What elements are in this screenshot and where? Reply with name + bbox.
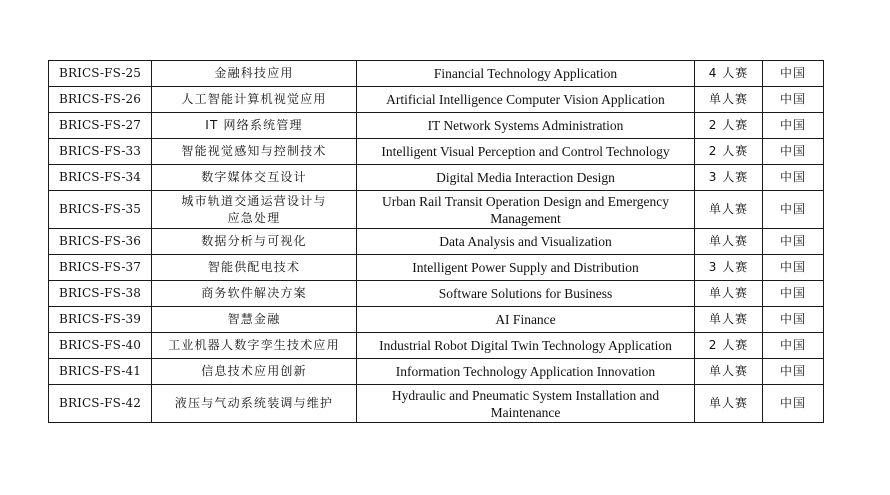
table-row bbox=[49, 113, 824, 139]
event-name-cn-cell: 商务软件解决方案 bbox=[152, 281, 357, 307]
event-country-cell: 中国 bbox=[763, 307, 824, 333]
event-name-en-cell: AI Finance bbox=[357, 307, 695, 333]
event-format-cell: 单人赛 bbox=[695, 359, 763, 385]
event-code-cell: BRICS-FS-42 bbox=[49, 385, 152, 423]
event-name-cn-line: 城市轨道交通运营设计与 bbox=[181, 193, 327, 208]
event-name-en-line: Urban Rail Transit Operation Design and Emergency bbox=[382, 193, 669, 209]
event-format-cell: 3 人赛 bbox=[695, 255, 763, 281]
event-name-cn-cell: 智能视觉感知与控制技术 bbox=[152, 139, 357, 165]
event-format-cell: 2 人赛 bbox=[695, 139, 763, 165]
event-code-cell: BRICS-FS-33 bbox=[49, 139, 152, 165]
table-row bbox=[49, 255, 824, 281]
event-country-cell: 中国 bbox=[763, 87, 824, 113]
event-code-cell: BRICS-FS-26 bbox=[49, 87, 152, 113]
event-country-cell: 中国 bbox=[763, 359, 824, 385]
event-country-cell: 中国 bbox=[763, 165, 824, 191]
event-code-cell: BRICS-FS-40 bbox=[49, 333, 152, 359]
event-name-en-cell: Artificial Intelligence Computer Vision Application bbox=[357, 87, 695, 113]
event-code-cell: BRICS-FS-27 bbox=[49, 113, 152, 139]
event-country-cell: 中国 bbox=[763, 281, 824, 307]
event-name-cn-cell: 人工智能计算机视觉应用 bbox=[152, 87, 357, 113]
event-format-cell: 4 人赛 bbox=[695, 61, 763, 87]
event-name-cn-line: 应急处理 bbox=[227, 210, 281, 225]
event-country-cell: 中国 bbox=[763, 229, 824, 255]
event-code-cell: BRICS-FS-36 bbox=[49, 229, 152, 255]
event-name-en-cell: Intelligent Power Supply and Distribution bbox=[357, 255, 695, 281]
event-format-cell: 2 人赛 bbox=[695, 113, 763, 139]
event-name-en-cell: Intelligent Visual Perception and Control Technology bbox=[357, 139, 695, 165]
table-row bbox=[49, 281, 824, 307]
event-code-cell: BRICS-FS-39 bbox=[49, 307, 152, 333]
event-code-cell: BRICS-FS-41 bbox=[49, 359, 152, 385]
table-row bbox=[49, 61, 824, 87]
table-row bbox=[49, 165, 824, 191]
event-code-cell: BRICS-FS-34 bbox=[49, 165, 152, 191]
event-name-en-cell bbox=[357, 385, 695, 423]
event-name-cn-cell: 液压与气动系统装调与维护 bbox=[152, 385, 357, 423]
event-format-cell: 单人赛 bbox=[695, 229, 763, 255]
event-name-cn-cell bbox=[152, 191, 357, 229]
event-name-cn-cell: 数据分析与可视化 bbox=[152, 229, 357, 255]
table-row bbox=[49, 229, 824, 255]
event-code-cell: BRICS-FS-37 bbox=[49, 255, 152, 281]
competition-events-table bbox=[48, 60, 824, 423]
event-code-cell: BRICS-FS-38 bbox=[49, 281, 152, 307]
event-format-cell: 单人赛 bbox=[695, 307, 763, 333]
event-name-en-cell: IT Network Systems Administration bbox=[357, 113, 695, 139]
event-format-cell: 单人赛 bbox=[695, 191, 763, 229]
event-name-en-cell: Industrial Robot Digital Twin Technology Application bbox=[357, 333, 695, 359]
event-name-cn-cell: 智慧金融 bbox=[152, 307, 357, 333]
event-name-cn-cell: 智能供配电技术 bbox=[152, 255, 357, 281]
event-name-cn-cell: 数字媒体交互设计 bbox=[152, 165, 357, 191]
event-country-cell: 中国 bbox=[763, 255, 824, 281]
event-name-en-cell: Software Solutions for Business bbox=[357, 281, 695, 307]
event-name-en-cell: Digital Media Interaction Design bbox=[357, 165, 695, 191]
event-format-cell: 单人赛 bbox=[695, 385, 763, 423]
event-name-en-line: Management bbox=[490, 210, 561, 226]
event-country-cell: 中国 bbox=[763, 61, 824, 87]
table-row bbox=[49, 333, 824, 359]
event-name-cn-cell: IT 网络系统管理 bbox=[152, 113, 357, 139]
event-name-en-line: Maintenance bbox=[490, 404, 561, 420]
event-country-cell: 中国 bbox=[763, 385, 824, 423]
table-row bbox=[49, 385, 824, 423]
table-row bbox=[49, 359, 824, 385]
table-row bbox=[49, 307, 824, 333]
event-name-en-cell bbox=[357, 191, 695, 229]
event-name-en-cell: Data Analysis and Visualization bbox=[357, 229, 695, 255]
event-name-en-line: Hydraulic and Pneumatic System Installation and bbox=[391, 387, 660, 403]
table-row bbox=[49, 87, 824, 113]
event-name-en-cell: Information Technology Application Innovation bbox=[357, 359, 695, 385]
event-country-cell: 中国 bbox=[763, 113, 824, 139]
event-country-cell: 中国 bbox=[763, 139, 824, 165]
event-name-cn-cell: 信息技术应用创新 bbox=[152, 359, 357, 385]
event-format-cell: 单人赛 bbox=[695, 281, 763, 307]
event-code-cell: BRICS-FS-25 bbox=[49, 61, 152, 87]
table-row bbox=[49, 191, 824, 229]
table-row bbox=[49, 139, 824, 165]
event-country-cell: 中国 bbox=[763, 191, 824, 229]
event-code-cell: BRICS-FS-35 bbox=[49, 191, 152, 229]
event-name-cn-cell: 金融科技应用 bbox=[152, 61, 357, 87]
event-format-cell: 2 人赛 bbox=[695, 333, 763, 359]
event-country-cell: 中国 bbox=[763, 333, 824, 359]
event-format-cell: 单人赛 bbox=[695, 87, 763, 113]
event-name-en-cell: Financial Technology Application bbox=[357, 61, 695, 87]
event-name-cn-cell: 工业机器人数字孪生技术应用 bbox=[152, 333, 357, 359]
event-format-cell: 3 人赛 bbox=[695, 165, 763, 191]
